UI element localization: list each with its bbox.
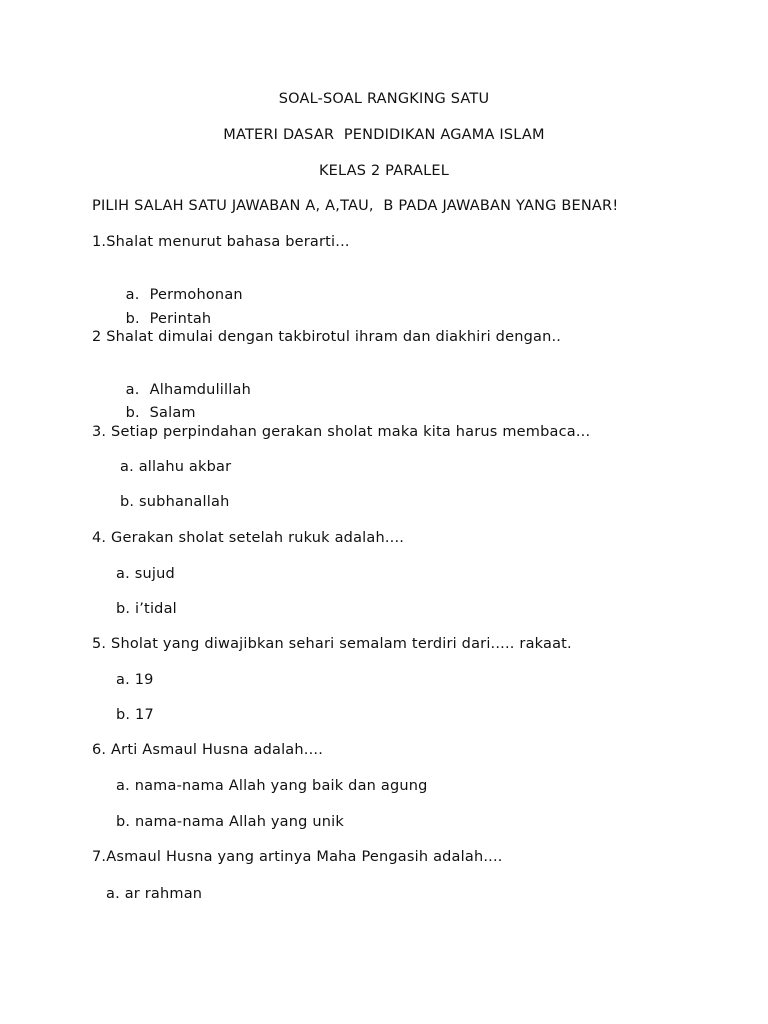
question-2: 2 Shalat dimulai dengan takbirotul ihram dan diakhiri dengan.. xyxy=(92,329,562,345)
question-2-option-b xyxy=(116,386,196,422)
document-subject: MATERI DASAR PENDIDIKAN AGAMA ISLAM xyxy=(223,127,545,143)
option-letter: b. xyxy=(125,405,140,421)
instruction-text: PILIH SALAH SATU JAWABAN A, A,TAU, B PADA JAWABAN YANG BENAR! xyxy=(92,198,619,214)
option-text: Permohonan xyxy=(149,287,243,303)
question-3: 3. Setiap perpindahan gerakan sholat maka kita harus membaca... xyxy=(92,424,591,440)
option-letter: b. xyxy=(125,311,140,327)
question-4-option-a: a. sujud xyxy=(116,566,175,582)
question-4-option-b: b. i’tidal xyxy=(116,601,177,617)
document-class: KELAS 2 PARALEL xyxy=(318,163,450,179)
question-4: 4. Gerakan sholat setelah rukuk adalah.... xyxy=(92,530,405,546)
question-5-option-a: a. 19 xyxy=(116,672,154,688)
question-1: 1.Shalat menurut bahasa berarti... xyxy=(92,234,350,250)
question-3-option-a: a. allahu akbar xyxy=(120,459,232,475)
option-text: Alhamdulillah xyxy=(149,382,251,398)
question-5-option-b: b. 17 xyxy=(116,707,154,723)
question-5: 5. Sholat yang diwajibkan sehari semalam terdiri dari..... rakaat. xyxy=(92,636,572,652)
question-7-option-a: a. ar rahman xyxy=(106,886,203,902)
option-letter: a. xyxy=(125,382,140,398)
question-6: 6. Arti Asmaul Husna adalah.... xyxy=(92,742,324,758)
option-text: Perintah xyxy=(149,311,212,327)
document-title: SOAL-SOAL RANGKING SATU xyxy=(278,91,490,107)
question-3-option-b: b. subhanallah xyxy=(120,494,230,510)
question-1-option-b xyxy=(116,292,211,328)
question-6-option-a: a. nama-nama Allah yang baik dan agung xyxy=(116,778,428,794)
option-letter: a. xyxy=(125,287,140,303)
question-7: 7.Asmaul Husna yang artinya Maha Pengasih adalah.... xyxy=(92,849,503,865)
question-6-option-b: b. nama-nama Allah yang unik xyxy=(116,814,344,830)
option-text: Salam xyxy=(149,405,196,421)
